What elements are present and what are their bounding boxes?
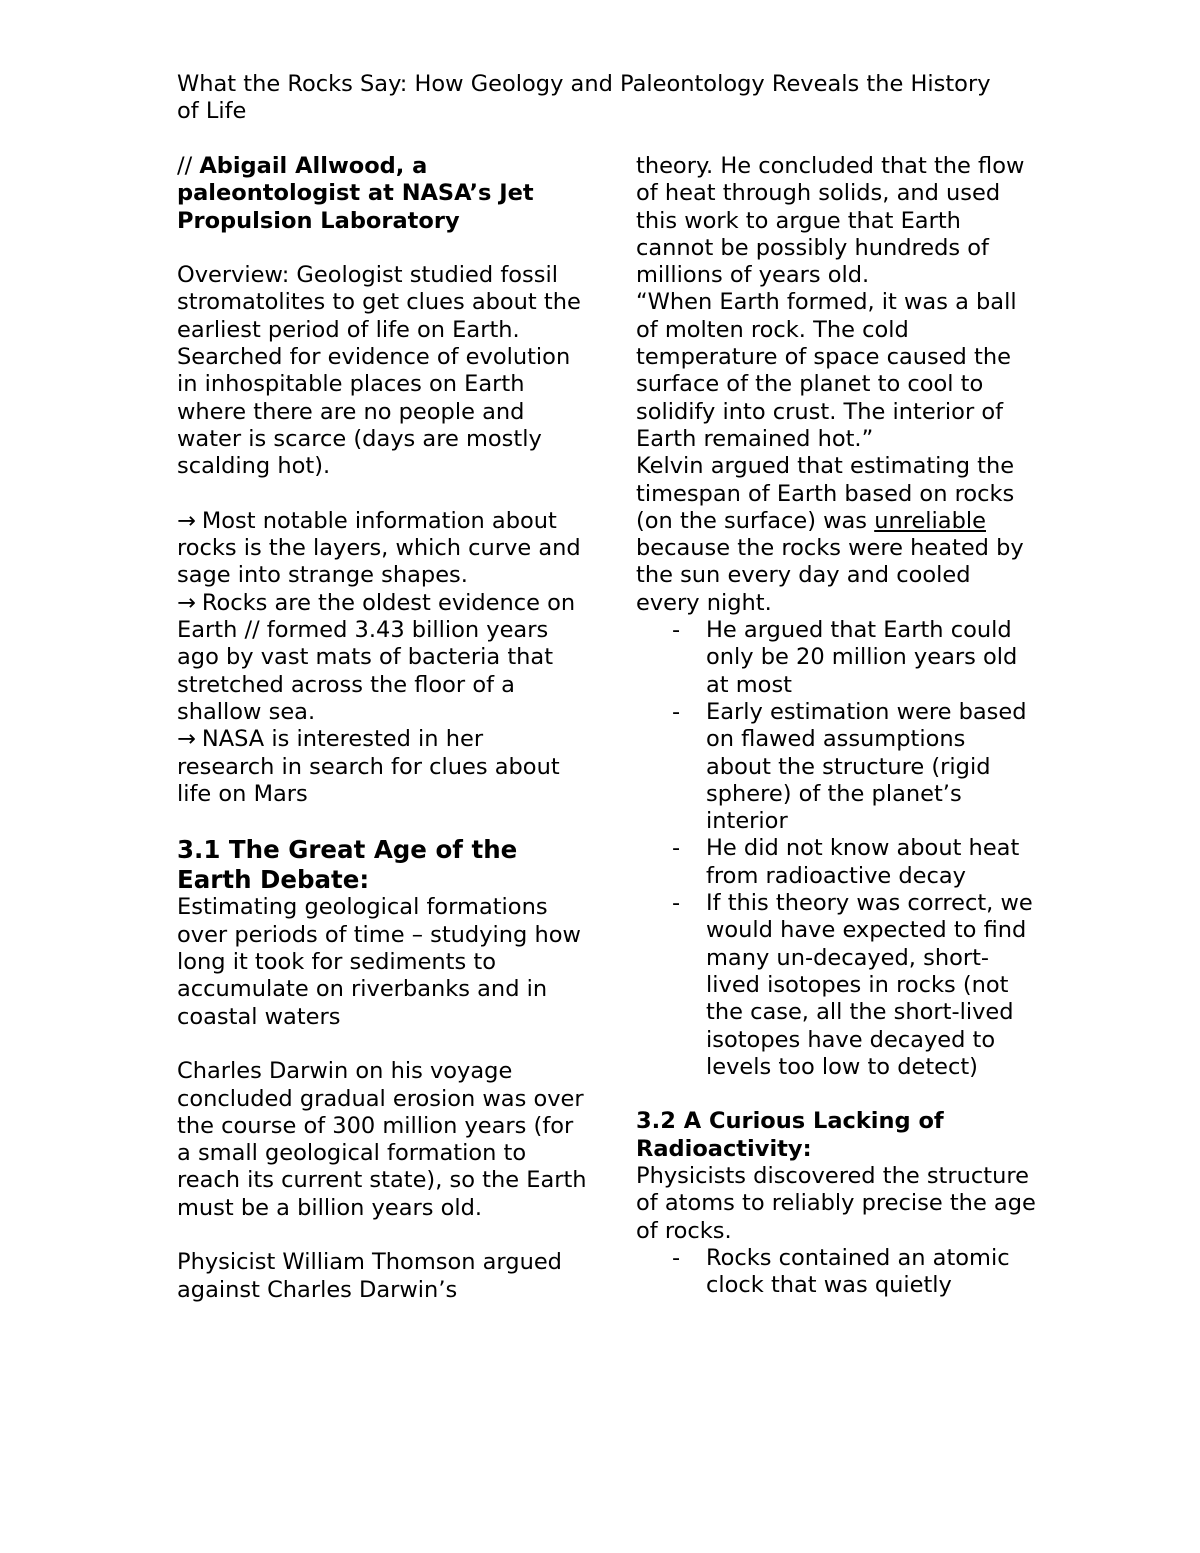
darwin-paragraph: Charles Darwin on his voyage concluded gradual erosion was over the course of 300 million years (for a small geological formation to reach its current state), so the Earth must be a billion years old.	[177, 1058, 587, 1221]
arrow-point-3: → NASA is interested in her research in search for clues about life on Mars	[177, 726, 560, 807]
kelvin-paragraph: Kelvin argued that estimating the timespan of Earth based on rocks (on the surface) was unreliable because the rocks were heated by the sun every day and cooled every night.	[636, 453, 1024, 616]
list-item: - He argued that Earth could only be 20 million years old at most	[636, 617, 1036, 699]
searched-paragraph: Searched for evidence of evolution in inhospitable places on Earth where there are no people and water is scarce (days are mostly scalding hot).	[177, 344, 571, 480]
theory-paragraph: theory. He concluded that the flow of heat through solids, and used this work to argue that Earth cannot be possibly hundreds of millions of years old.	[636, 153, 1025, 289]
document-title: What the Rocks Say: How Geology and Paleontology Reveals the History of Life	[177, 71, 991, 125]
intro-prefix: //	[177, 153, 200, 179]
overview-paragraph: Overview: Geologist studied fossil stromatolites to get clues about the earliest period of life on Earth.	[177, 262, 581, 343]
arrow-point-2: → Rocks are the oldest evidence on Earth // formed 3.43 billion years ago by vast mats of bacteria that stretched across the floor of a shallow sea.	[177, 589, 576, 725]
kelvin-bullet-list	[636, 617, 1036, 1081]
arrow-point-1: → Most notable information about rocks is the layers, which curve and sage into strange shapes.	[177, 507, 581, 589]
left-column	[177, 153, 587, 1304]
section-3-2-heading: 3.2 A Curious Lacking of Radioactivity:	[636, 1108, 944, 1162]
arrow-right-icon: →	[177, 726, 196, 753]
list-item: - If this theory was correct, we would have expected to find many un-decayed, short-lived isotopes in rocks (not the case, all the short-lived isotopes have decayed to levels too low to detect)	[636, 890, 1036, 1081]
thomson-paragraph: Physicist William Thomson argued against Charles Darwin’s	[177, 1249, 562, 1303]
list-item: - He did not know about heat from radioactive decay	[636, 835, 1036, 890]
section-3-1-heading: 3.1 The Great Age of the Earth Debate:	[177, 835, 518, 894]
underlined-word: unreliable	[874, 507, 986, 534]
arrow-right-icon: →	[177, 507, 196, 534]
list-item: - Early estimation were based on flawed assumptions about the structure (rigid sphere) of the planet’s interior	[636, 699, 1036, 835]
section-3-1-text: Estimating geological formations over periods of time – studying how long it took for sediments to accumulate on riverbanks and in coastal waters	[177, 894, 581, 1030]
section-3-2-bullet-list	[636, 1245, 1036, 1300]
intro-paragraph	[177, 153, 587, 235]
section-3-2-text: Physicists discovered the structure of atoms to reliably precise the age of rocks.	[636, 1162, 1036, 1244]
right-column	[636, 153, 1036, 1299]
quote-paragraph: “When Earth formed, it was a ball of molten rock. The cold temperature of space caused the surface of the planet to cool to solidify into crust. The interior of Earth remained hot.”	[636, 289, 1017, 452]
intro-author: Abigail Allwood, a paleontologist at NASA’s Jet Propulsion Laboratory	[177, 153, 534, 234]
list-item: - Rocks contained an atomic clock that was quietly	[636, 1245, 1036, 1300]
arrow-right-icon: →	[177, 589, 196, 616]
